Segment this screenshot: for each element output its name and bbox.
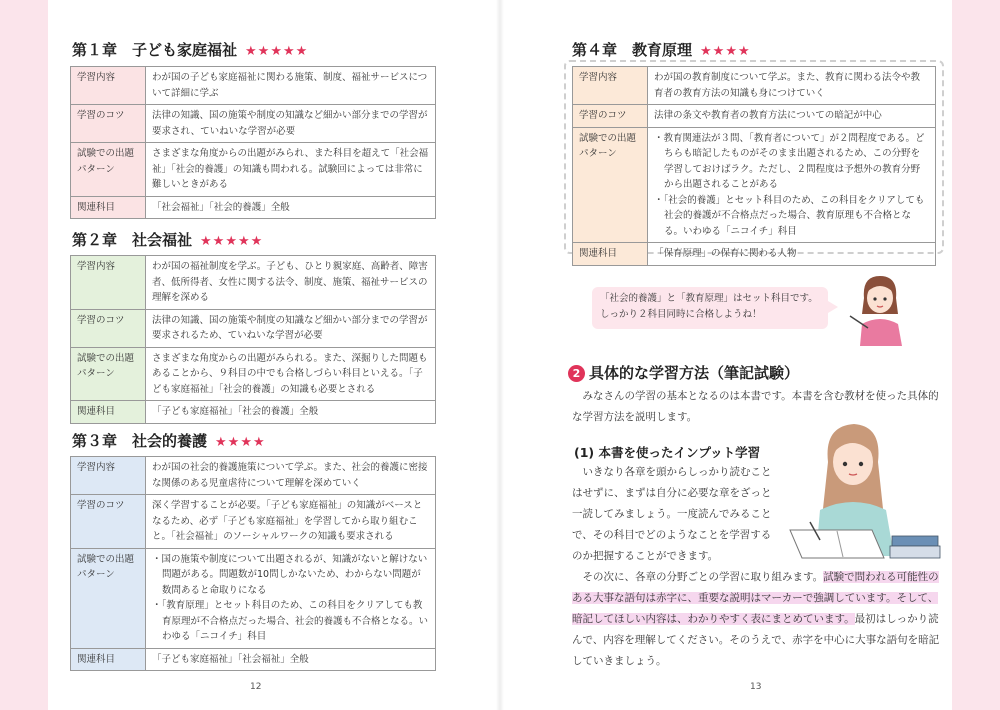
row-label: 関連科目 <box>71 648 146 671</box>
chapter-1-table <box>70 66 436 219</box>
row-label: 関連科目 <box>71 401 146 424</box>
row-label: 関連科目 <box>71 196 146 219</box>
row-text: 「社会福祉」「社会的養護」全般 <box>146 196 436 219</box>
chapter-2-title-text: 第２章 社会福祉 <box>72 231 193 249</box>
highlighted-text: 試験で問われる可能性のある大事な語句は赤字に、重要な説明はマーカーで強調しています。そして、暗記してほしい内容は、わかりやすく表にまとめています。 <box>572 571 939 625</box>
table-row <box>573 127 936 243</box>
paragraph-2-end: 最初はしっかり読んで、内容を理解してください。そのうえで、赤字を中心に大事な語句を暗記していきましょう。 <box>572 613 940 667</box>
row-label: 学習内容 <box>71 457 146 495</box>
table-row <box>71 309 436 347</box>
table-row <box>71 401 436 424</box>
left-page-edge <box>0 0 48 710</box>
chapter-3-stars: ★★★★ <box>215 435 266 450</box>
row-label: 関連科目 <box>573 243 648 266</box>
table-row <box>71 457 436 495</box>
section-number-badge: 2 <box>568 365 585 382</box>
table-row <box>71 495 436 549</box>
table-row <box>71 105 436 143</box>
table-row <box>71 67 436 105</box>
row-text: 「子ども家庭福祉」「社会福祉」全般 <box>146 648 436 671</box>
chapter-2-stars: ★★★★★ <box>200 234 264 249</box>
table-row <box>71 347 436 401</box>
table-row <box>71 196 436 219</box>
chapter-4-title-text: 第４章 教育原理 <box>572 41 693 59</box>
row-text: 「子ども家庭福祉」「社会的養護」全般 <box>146 401 436 424</box>
list-item: ・「社会的養護」とセット科目のため、この科目をクリアしても社会的養護が不合格点だった場合、教育原理も不合格となる。いわゆる「ニコイチ」科目 <box>654 194 925 237</box>
speech-bubble: 「社会的養護」と「教育原理」はセット科目です。しっかり２科目同時に合格しようね！ <box>592 287 828 329</box>
row-label: 学習内容 <box>71 256 146 310</box>
row-text: 深く学習することが必要。「子ども家庭福祉」の知識がベースとなるため、必ず「子ども家庭福祉」を学習してから取り組むこと。「社会福祉」のソーシャルワークの知識も要求される <box>146 495 436 549</box>
table-row <box>573 105 936 128</box>
paragraph-2-start: その次に、各章の分野ごとの学習に取り組みます。 <box>582 571 824 583</box>
chapter-4-table <box>572 66 936 266</box>
chapter-1-stars: ★★★★★ <box>245 44 309 59</box>
row-label: 学習のコツ <box>71 309 146 347</box>
row-text: 「保育原理」の保育に関わる人物 <box>648 243 936 266</box>
row-label: 試験での出題パターン <box>71 143 146 197</box>
chapter-3-title <box>72 430 266 451</box>
row-text: わが国の子ども家庭福祉に関わる施策、制度、福祉サービスについて詳細に学ぶ <box>146 67 436 105</box>
list-item: ・国の施策や制度について出題されるが、知識がないと解けない問題がある。問題数が10問しかないため、わからない問題が数問あると命取りになる <box>152 553 428 596</box>
teacher-illustration <box>846 268 916 346</box>
chapter-2-title <box>72 229 263 250</box>
table-row <box>71 548 436 648</box>
row-label: 学習のコツ <box>71 105 146 143</box>
list-item: ・教育関連法が３問、「教育者について」が２問程度である。どちらも暗記したものがそのまま出題されるため、この分野を学習しておけばラク。ただし、２問程度は予想外の教育分野から出題されることがある <box>654 132 925 190</box>
row-text: さまざまな角度からの出題がみられ、また科目を超えて「社会福祉」「社会的養護」の知識も問われる。試験回によっては非常に難しいときがある <box>146 143 436 197</box>
book-gutter <box>496 0 504 710</box>
row-text: 法律の知識、国の施策や制度の知識など細かい部分までの学習が要求され、ていねいな学習が必要 <box>146 105 436 143</box>
row-text <box>146 548 436 648</box>
row-label: 試験での出題パターン <box>573 127 648 243</box>
list-item: ・「教育原理」とセット科目のため、この科目をクリアしても教育原理が不合格点だった場合、社会的養護も不合格となる。いわゆる「ニコイチ」科目 <box>152 600 429 642</box>
row-text: さまざまな角度からの出題がみられる。また、深掘りした問題もあることから、９科目の中でも合格しづらい科目といえる。「子ども家庭福祉」「社会的養護」の知識も必要とされる <box>146 347 436 401</box>
row-label: 学習内容 <box>573 67 648 105</box>
chapter-1-title <box>72 39 308 60</box>
table-row <box>573 243 936 266</box>
table-row <box>71 648 436 671</box>
row-text: わが国の教育制度について学ぶ。また、教育に関わる法令や教育者の教育方法の知識も身につけていく <box>648 67 936 105</box>
section-title-text: 具体的な学習方法（筆記試験） <box>589 364 800 382</box>
right-page-edge <box>952 0 1000 710</box>
chapter-2-table <box>70 255 436 424</box>
row-text: 法律の条文や教育者の教育方法についての暗記が中心 <box>648 105 936 128</box>
row-text: 法律の知識、国の施策や制度の知識など細かい部分までの学習が要求されるため、ていねいな学習が必要 <box>146 309 436 347</box>
table-row <box>71 256 436 310</box>
row-label: 学習内容 <box>71 67 146 105</box>
chapter-3-table <box>70 456 436 671</box>
subheading: (1) 本書を使ったインプット学習 <box>574 445 761 460</box>
section-title <box>568 362 799 383</box>
row-label: 学習のコツ <box>71 495 146 549</box>
table-row <box>71 143 436 197</box>
row-text: わが国の社会的養護施策について学ぶ。また、社会的養護に密接な関係のある児童虐待について理解を深めていく <box>146 457 436 495</box>
bullet-list <box>152 552 429 645</box>
row-text: わが国の福祉制度を学ぶ。子ども、ひとり親家庭、高齢者、障害者、低所得者、女性に関する法令、制度、施策、福祉サービスの理解を深める <box>146 256 436 310</box>
paragraph-1: いきなり各章を頭からしっかり読むことはせずに、まずは自分に必要な章をざっと一読してみましょう。一度読んでみることで、その科目でどのようなことを学習するのか把握することができます。 <box>572 466 772 562</box>
paragraph-2 <box>572 567 940 672</box>
chapter-4-title <box>572 39 751 60</box>
row-label: 試験での出題パターン <box>71 347 146 401</box>
row-label: 試験での出題パターン <box>71 548 146 648</box>
chapter-4-stars: ★★★★ <box>700 44 751 59</box>
page-number-right: 13 <box>750 682 762 692</box>
page-number-left: 12 <box>250 682 262 692</box>
intro-paragraph: みなさんの学習の基本となるのは本書です。本書を含む教材を使った具体的な学習方法を説明します。 <box>572 390 939 423</box>
student-illustration <box>780 418 942 564</box>
bullet-list <box>654 131 929 240</box>
row-text <box>648 127 936 243</box>
row-label: 学習のコツ <box>573 105 648 128</box>
pointer-stick <box>850 316 868 328</box>
table-row <box>573 67 936 105</box>
chapter-1-title-text: 第１章 子ども家庭福祉 <box>72 41 238 59</box>
chapter-3-title-text: 第３章 社会的養護 <box>72 432 208 450</box>
